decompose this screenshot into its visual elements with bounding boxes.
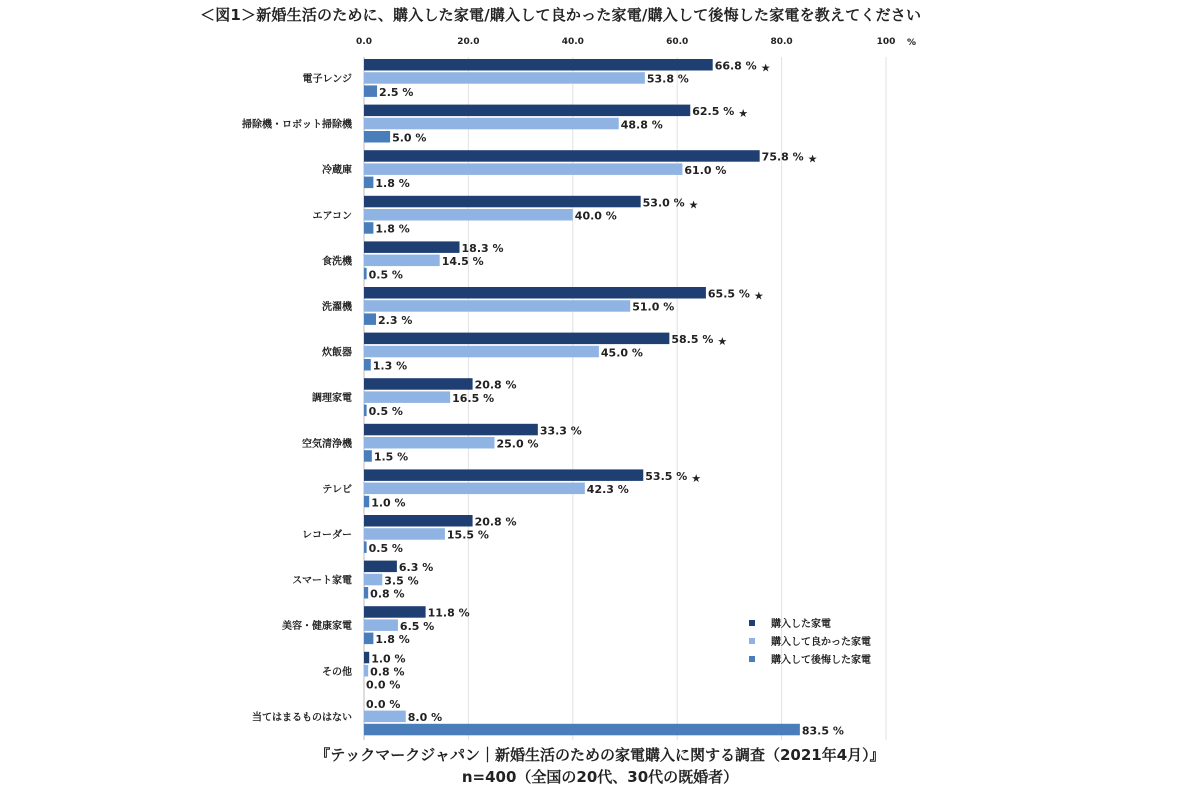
data-label: 8.0 % — [407, 711, 443, 725]
data-label: 62.5 % — [692, 105, 735, 119]
x-tick-label: 20.0 — [457, 37, 480, 47]
category-label: スマート家電 — [292, 575, 352, 587]
bar — [364, 333, 669, 345]
legend-swatch — [749, 656, 755, 662]
bar — [364, 85, 377, 97]
category-label: 当てはまるものはない — [252, 712, 352, 724]
data-label: 65.5 % — [707, 287, 750, 301]
bar — [364, 424, 538, 436]
category-label: テレビ — [322, 484, 352, 496]
bar — [364, 633, 373, 645]
star-marker: ★ — [717, 335, 728, 349]
data-label: 3.5 % — [384, 574, 419, 588]
star-marker: ★ — [807, 152, 818, 166]
bar — [364, 346, 599, 358]
sample-caption: n=400（全国の20代、30代の既婚者） — [461, 768, 739, 786]
category-label: 冷蔵庫 — [322, 165, 352, 177]
category-label: レコーダー — [302, 529, 352, 541]
data-label: 1.3 % — [372, 359, 408, 373]
data-label: 1.8 % — [375, 222, 410, 236]
bar — [364, 209, 573, 221]
data-label: 66.8 % — [714, 59, 757, 73]
category-label: 掃除機・ロボット掃除機 — [242, 119, 352, 131]
category-label: 電子レンジ — [302, 73, 352, 85]
bar — [364, 59, 713, 71]
bar — [364, 587, 368, 599]
data-label: 18.3 % — [461, 241, 504, 255]
bar — [364, 483, 585, 495]
bar — [364, 241, 460, 253]
category-label: 空気清浄機 — [302, 438, 352, 450]
data-label: 14.5 % — [441, 255, 484, 269]
category-label: 美容・健康家電 — [282, 621, 352, 633]
x-tick-label: 100 — [876, 37, 896, 47]
data-label: 53.8 % — [646, 72, 689, 86]
data-label: 53.0 % — [642, 196, 685, 210]
data-label: 0.8 % — [370, 665, 405, 679]
data-label: 0.8 % — [370, 587, 405, 601]
star-marker: ★ — [691, 471, 702, 485]
bar — [364, 619, 398, 631]
category-label: 炊飯器 — [322, 347, 352, 359]
bar — [364, 118, 619, 130]
x-tick-label: 0.0 — [356, 37, 372, 47]
data-label: 25.0 % — [496, 437, 539, 451]
star-marker: ★ — [738, 107, 749, 121]
bar — [364, 196, 641, 208]
data-label: 11.8 % — [427, 606, 470, 620]
bar — [364, 711, 406, 723]
bar — [364, 528, 445, 540]
data-label: 42.3 % — [586, 483, 629, 497]
bar — [364, 177, 373, 189]
bar — [364, 313, 376, 325]
category-label: 調理家電 — [312, 393, 352, 405]
data-label: 20.8 % — [474, 378, 517, 392]
data-label: 53.5 % — [645, 469, 688, 483]
legend-swatch — [749, 638, 755, 644]
data-label: 1.8 % — [375, 177, 410, 191]
data-label: 5.0 % — [392, 131, 427, 145]
bar — [364, 72, 645, 84]
star-marker: ★ — [688, 198, 699, 212]
category-label: 食洗機 — [322, 256, 352, 268]
data-label: 33.3 % — [539, 424, 582, 438]
x-unit-label: % — [907, 38, 917, 48]
data-label: 83.5 % — [801, 724, 844, 738]
bar — [364, 300, 630, 312]
bar — [364, 268, 367, 280]
category-label: エアコン — [312, 210, 352, 222]
data-label: 58.5 % — [671, 333, 714, 347]
data-label: 2.5 % — [379, 85, 414, 99]
bar — [364, 574, 382, 586]
x-tick-label: 60.0 — [666, 37, 689, 47]
data-label: 0.5 % — [368, 541, 403, 555]
x-tick-label: 80.0 — [770, 37, 793, 47]
data-label: 6.3 % — [398, 561, 434, 575]
data-label: 0.0 % — [366, 678, 401, 692]
bar — [364, 665, 368, 677]
legend-label: 購入した家電 — [771, 619, 831, 630]
bar — [364, 359, 371, 371]
legend-swatch — [749, 620, 755, 626]
data-label: 0.0 % — [366, 697, 401, 711]
category-label: 洗濯機 — [322, 301, 352, 313]
bar — [364, 255, 440, 267]
x-tick-label: 40.0 — [561, 37, 584, 47]
legend-label: 購入して後悔した家電 — [771, 655, 871, 666]
bar — [364, 561, 397, 573]
bar — [364, 222, 373, 234]
bar — [364, 724, 800, 736]
data-label: 40.0 % — [574, 209, 617, 223]
data-label: 61.0 % — [684, 163, 727, 177]
bar — [364, 163, 682, 175]
bar — [364, 469, 643, 481]
bar — [364, 150, 760, 162]
data-label: 1.8 % — [375, 633, 410, 647]
data-label: 0.5 % — [368, 268, 403, 282]
data-label: 2.3 % — [378, 313, 413, 327]
data-label: 45.0 % — [600, 346, 643, 360]
bar — [364, 287, 706, 299]
bar — [364, 450, 372, 462]
data-label: 51.0 % — [632, 300, 675, 314]
data-label: 75.8 % — [761, 150, 804, 164]
bar — [364, 378, 473, 390]
data-label: 6.5 % — [399, 619, 435, 633]
data-label: 15.5 % — [446, 528, 489, 542]
bar — [364, 606, 426, 618]
legend-label: 購入して良かった家電 — [771, 637, 871, 648]
bar — [364, 437, 495, 449]
data-label: 20.8 % — [474, 515, 517, 529]
star-marker: ★ — [753, 289, 764, 303]
data-label: 1.0 % — [371, 496, 406, 510]
data-label: 48.8 % — [620, 118, 663, 132]
star-marker: ★ — [760, 61, 771, 75]
data-label: 16.5 % — [452, 391, 495, 405]
bar — [364, 105, 690, 117]
data-label: 0.5 % — [368, 405, 403, 419]
data-label: 1.0 % — [371, 652, 406, 666]
bar — [364, 652, 369, 664]
bar — [364, 515, 473, 527]
bar — [364, 131, 390, 143]
chart-title: ＜図1＞新婚生活のために、購入した家電/購入して良かった家電/購入して後悔した家電を教えてください — [200, 6, 922, 24]
bar — [364, 405, 367, 417]
source-caption: 『テックマークジャパン｜新婚生活のための家電購入に関する調査（2021年4月）』 — [315, 746, 885, 764]
data-label: 1.5 % — [373, 450, 409, 464]
bar — [364, 496, 369, 508]
bar — [364, 391, 450, 403]
category-label: その他 — [322, 666, 352, 678]
bar — [364, 541, 367, 553]
